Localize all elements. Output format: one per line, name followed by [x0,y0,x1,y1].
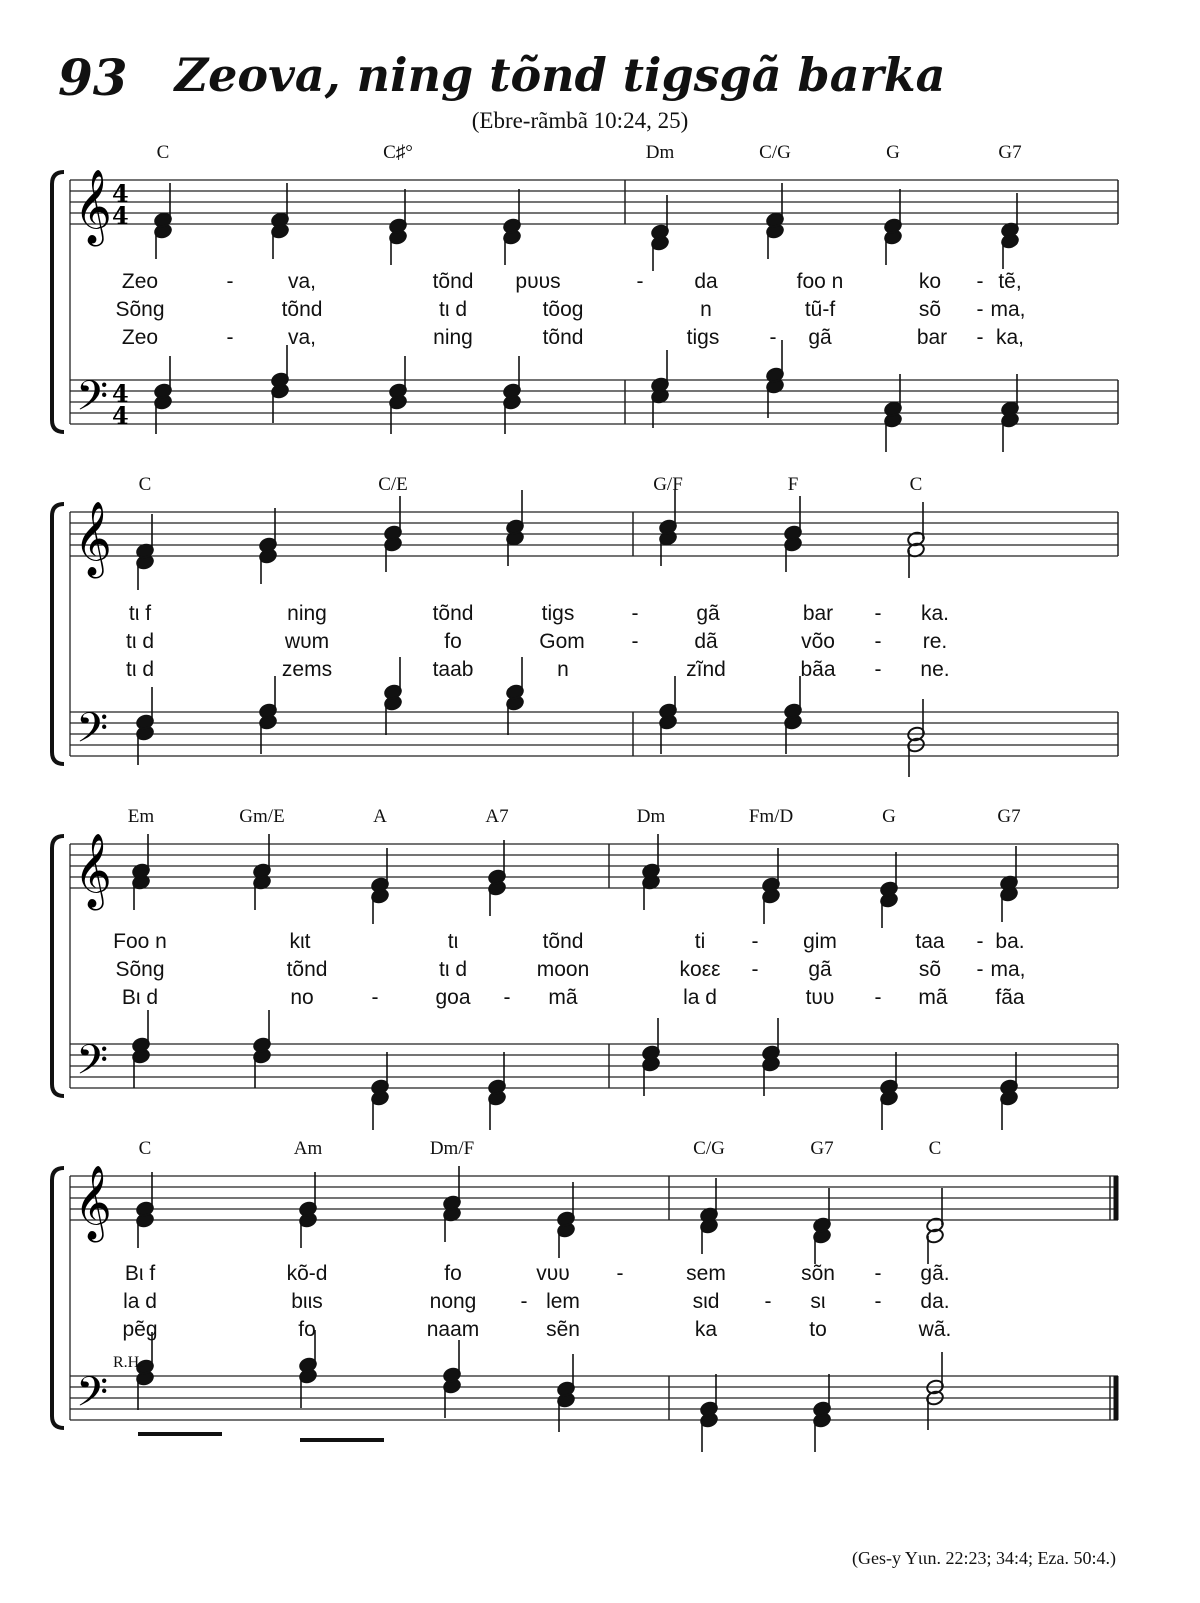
chord-symbol: A [373,806,387,827]
lyric-syllable: Sõng [115,298,165,321]
lyric-syllable: sõ [918,298,942,321]
footer-reference: (Ges-y Yιιn. 22:23; 34:4; Eza. 50:4.) [852,1548,1116,1568]
lyric-hyphen: - [751,958,759,981]
lyric-syllable: Gom [539,630,585,653]
lyric-syllable: gã [808,326,832,349]
lyric-hyphen: - [874,1290,882,1313]
chord-symbol: Dm [636,806,666,827]
lyric-syllable: ka, [995,326,1025,349]
lyric-syllable: pυυs [515,270,561,293]
lyric-syllable: sẽn [546,1318,580,1341]
lyric-syllable: ko [918,270,942,293]
lyric-syllable: tõnd [542,930,584,953]
lyric-syllable: fãa [995,986,1025,1009]
chord-symbol: G [882,806,896,827]
lyric-syllable: zĩnd [686,658,726,681]
lyric-syllable: wυm [284,630,330,653]
chord-symbol: F [787,474,799,495]
lyric-syllable: fo [298,1318,316,1341]
lyric-syllable: tυυ [805,986,835,1009]
lyric-syllable: tι f [128,602,152,625]
lyric-syllable: gã [696,602,720,625]
bass-clef-icon: 𝄢 [76,1368,109,1426]
lyric-hyphen: - [631,630,639,653]
chord-symbol: C♯° [383,142,413,163]
chord-symbol: C/G [759,142,791,163]
chord-symbol: G7 [810,1138,834,1159]
chord-symbol: C/E [378,474,408,495]
chord-symbol: Gm/E [239,806,285,827]
lyric-hyphen: - [371,986,379,1009]
lyric-syllable: sιd [692,1290,720,1313]
lyric-hyphen: - [976,326,984,349]
lyric-syllable: sι [810,1290,826,1313]
lyric-syllable: ka. [920,602,950,625]
lyric-syllable: sem [686,1262,726,1285]
lyric-syllable: taab [432,658,474,681]
chord-symbol: C [928,1138,942,1159]
lyric-hyphen: - [976,298,984,321]
lyric-hyphen: - [226,326,234,349]
lyric-syllable: sõn [801,1262,835,1285]
lyric-syllable: ka [694,1318,718,1341]
lyric-syllable: bιιs [291,1290,323,1313]
bass-clef-icon: 𝄢 [76,704,109,762]
lyric-syllable: tι d [125,658,155,681]
lyric-hyphen: - [874,986,882,1009]
lyric-syllable: tõnd [542,326,584,349]
lyric-syllable: bãa [800,658,836,681]
time-signature: 4 [112,401,129,430]
lyric-syllable: Zeo [121,326,159,349]
lyric-syllable: bar [916,326,948,349]
chord-symbol: Dm [645,142,675,163]
chord-symbol: Am [293,1138,323,1159]
lyric-syllable: gim [803,930,837,953]
lyric-syllable: nong [429,1290,477,1313]
lyric-syllable: da [694,270,718,293]
chord-symbol: G7 [997,806,1021,827]
bass-clef-icon: 𝄢 [76,372,109,430]
lyric-syllable: va, [287,270,317,293]
lyric-syllable: wã. [918,1318,952,1341]
lyric-syllable: bar [802,602,834,625]
lyric-syllable: sõ [918,958,942,981]
lyric-syllable: vυυ [536,1262,570,1285]
lyric-syllable: ba. [995,930,1025,953]
scripture-reference: (Ebre-rãmbã 10:24, 25) [471,108,689,133]
chord-symbol: G7 [998,142,1022,163]
lyric-hyphen: - [874,602,882,625]
lyric-syllable: n [557,658,569,681]
lyric-syllable: to [809,1318,827,1341]
lyric-syllable: kõ-d [286,1262,328,1285]
lyric-syllable: tũ-f [804,298,836,321]
chord-symbol: G [886,142,900,163]
hymn-title: Zeova, ning tõnd tigsgã barka [174,48,946,102]
chord-symbol: Em [127,806,155,827]
lyric-syllable: gã [808,958,832,981]
lyric-syllable: tõog [542,298,584,321]
lyric-syllable: tõnd [286,958,328,981]
lyric-syllable: ning [433,326,473,349]
system-bracket [52,504,64,764]
chord-symbol: C [138,1138,152,1159]
lyric-syllable: tõnd [432,602,474,625]
lyric-syllable: re. [922,630,948,653]
lyric-syllable: ti [694,930,706,953]
lyric-syllable: fo [444,630,462,653]
system-bracket [52,1168,64,1428]
lyric-syllable: tẽ, [998,270,1022,293]
chord-symbol: A7 [485,806,509,827]
lyric-hyphen: - [616,1262,624,1285]
chord-symbol: C/G [693,1138,725,1159]
lyric-syllable: Sõng [115,958,165,981]
lyric-hyphen: - [751,930,759,953]
lyric-hyphen: - [520,1290,528,1313]
lyric-hyphen: - [769,326,777,349]
lyric-syllable: ne. [920,658,950,681]
hymn-number: 93 [58,48,128,107]
right-hand-marking: R.H. [113,1354,144,1371]
lyric-hyphen: - [764,1290,772,1313]
lyric-syllable: tι d [438,958,468,981]
time-signature: 4 [112,201,129,230]
lyric-syllable: kιt [289,930,311,953]
bass-clef-icon: 𝄢 [76,1036,109,1094]
lyric-syllable: fo [444,1262,462,1285]
lyric-hyphen: - [874,658,882,681]
lyric-syllable: taa [915,930,945,953]
treble-clef-icon: 𝄞 [74,170,112,244]
lyric-syllable: dã [694,630,718,653]
lyric-syllable: n [700,298,712,321]
lyric-syllable: tigs [686,326,720,349]
lyric-syllable: gã. [920,1262,950,1285]
lyric-syllable: Foo n [113,930,167,953]
chord-symbol: C [909,474,923,495]
lyric-hyphen: - [874,1262,882,1285]
lyric-syllable: zems [281,658,333,681]
system-bracket [52,836,64,1096]
chord-symbol: Fm/D [748,806,794,827]
system-bracket [52,172,64,432]
lyric-syllable: tõnd [281,298,323,321]
lyric-syllable: mã [918,986,948,1009]
lyric-syllable: mã [548,986,578,1009]
lyric-syllable: va, [287,326,317,349]
lyric-syllable: lem [546,1290,580,1313]
chord-symbol: G/F [653,474,683,495]
lyric-syllable: la d [683,986,717,1009]
lyric-syllable: ma, [990,958,1026,981]
lyric-syllable: ning [287,602,327,625]
lyric-syllable: Bι f [124,1262,156,1285]
lyric-syllable: da. [920,1290,950,1313]
lyric-syllable: goa [435,986,471,1009]
treble-clef-icon: 𝄞 [74,834,112,908]
lyric-hyphen: - [874,630,882,653]
lyric-syllable: Zeo [121,270,159,293]
lyric-hyphen: - [976,958,984,981]
lyric-hyphen: - [976,270,984,293]
lyric-syllable: ma, [990,298,1026,321]
lyric-syllable: tι [447,930,459,953]
lyric-hyphen: - [226,270,234,293]
lyric-hyphen: - [503,986,511,1009]
lyric-syllable: naam [426,1318,480,1341]
lyric-syllable: no [290,986,314,1009]
treble-clef-icon: 𝄞 [74,502,112,576]
lyric-syllable: koεε [679,958,721,981]
lyric-syllable: pẽg [122,1318,158,1341]
lyric-syllable: Bι d [121,986,159,1009]
lyric-hyphen: - [976,930,984,953]
lyric-syllable: foo n [796,270,844,293]
chord-symbol: Dm/F [429,1138,475,1159]
lyric-hyphen: - [636,270,644,293]
treble-clef-icon: 𝄞 [74,1166,112,1240]
time-signature: 4 [112,179,129,208]
lyric-syllable: tõnd [432,270,474,293]
lyric-syllable: moon [536,958,590,981]
lyric-syllable: tι d [438,298,468,321]
lyric-syllable: võo [801,630,835,653]
lyric-syllable: tι d [125,630,155,653]
chord-symbol: C [156,142,170,163]
lyric-syllable: la d [123,1290,157,1313]
lyric-syllable: tigs [541,602,575,625]
chord-symbol: C [138,474,152,495]
lyric-hyphen: - [631,602,639,625]
time-signature: 4 [112,379,129,408]
